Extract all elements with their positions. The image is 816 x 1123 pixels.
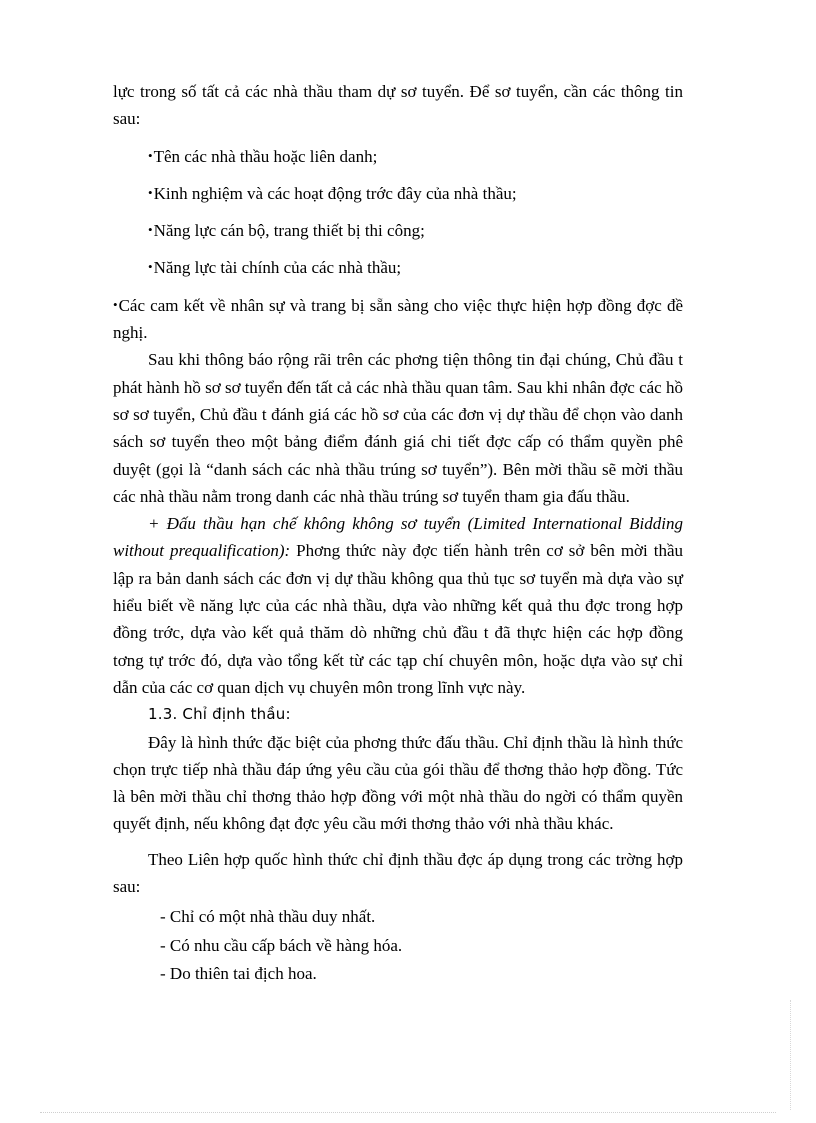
limited-bidding-paragraph xyxy=(113,510,683,701)
designation-paragraph: Đây là hình thức đặc biệt của phơng thức đấu thầu. Chỉ định thầu là hình thức chọn trực tiếp nhà thầu đáp ứng yêu cầu của gói thầu để thơng thảo hợp đồng. Tức là bên mời thầu chỉ thơng thảo hợp đồng với một nhà thầu do ngời có thẩm quyền quyết định, nếu không đạt đợc yêu cầu mới thơng thảo với nhà thầu khác. xyxy=(113,732,683,834)
page-side-divider xyxy=(790,1000,791,1110)
notice-paragraph: Sau khi thông báo rộng rãi trên các phơng tiện thông tin đại chúng, Chủ đầu t phát hành hồ sơ sơ tuyển đến tất cả các nhà thầu quan tâm. Sau khi nhân đợc các hồ sơ sơ tuyển, Chủ đầu t đánh giá các hồ sơ của các đơn vị dự thầu để chọn vào danh sách sơ tuyển theo một bảng điểm đánh giá chi tiết đợc cấp có thẩm quyền phê duyệt (gọi là “danh sách các nhà thầu trúng sơ tuyển”). Bên mời thầu sẽ mời thầu các nhà thầu nằm trong danh các nhà thầu trúng sơ tuyển tham gia đấu thầu. xyxy=(113,350,683,506)
bullet-text: Năng lực cán bộ, trang thiết bị thi công; xyxy=(153,221,425,241)
bullet-dot-icon: • xyxy=(148,184,153,200)
limited-bidding-title: + Đấu thầu hạn chế không không sơ tuyển (Limited International Bidding without prequalification): xyxy=(113,514,683,561)
bullet-item xyxy=(113,253,683,281)
bullet-text: Tên các nhà thầu hoặc liên danh; xyxy=(153,146,378,166)
bullet-dot-icon: • xyxy=(113,296,118,312)
section-heading: 1.3. Chỉ định thầu: xyxy=(148,705,291,724)
bullet-dot-icon: • xyxy=(148,147,153,163)
limited-bidding-body: Phơng thức này đợc tiến hành trên cơ sở bên mời thầu lập ra bản danh sách các đơn vị dự thầu không qua thủ tục sơ tuyển mà dựa vào sự hiểu biết về năng lực của các nhà thầu, dựa vào những kết quả thu đợc trong hợp đồng trớc, dựa vào kết quả thăm dò những chủ đầu t đã thực hiện các hợp đồng tơng tự trớc đó, dựa vào tổng kết từ các tạp chí chuyên môn, hoặc dựa vào sự chỉ dẫn của các cơ quan dịch vụ chuyên môn trong lĩnh vực này. xyxy=(113,541,683,697)
bullet-item xyxy=(113,142,683,170)
case-item: - Có nhu cầu cấp bách về hàng hóa. xyxy=(160,935,403,955)
bullet-text: Kinh nghiệm và các hoạt động trớc đây của nhà thầu; xyxy=(153,183,517,203)
bullet-dot-icon: • xyxy=(148,259,153,275)
bullet-item xyxy=(113,179,683,207)
bullet-item xyxy=(113,216,683,244)
bullet-text: Các cam kết về nhân sự và trang bị sẵn sàng cho việc thực hiện hợp đồng đợc đề nghị. xyxy=(113,295,683,343)
intro-paragraph: lực trong số tất cả các nhà thầu tham dự sơ tuyển. Để sơ tuyển, cần các thông tin sau: xyxy=(113,82,683,129)
bullet-item xyxy=(113,291,683,347)
document-body xyxy=(113,78,683,988)
un-paragraph: Theo Liên hợp quốc hình thức chỉ định thầu đợc áp dụng trong các trờng hợp sau: xyxy=(113,849,683,897)
case-item: - Chỉ có một nhà thầu duy nhất. xyxy=(160,907,376,927)
bullet-dot-icon: • xyxy=(148,222,153,238)
bullet-text: Năng lực tài chính của các nhà thầu; xyxy=(153,258,402,278)
case-item: - Do thiên tai địch hoa. xyxy=(160,963,317,983)
page-bottom-divider xyxy=(40,1112,776,1113)
